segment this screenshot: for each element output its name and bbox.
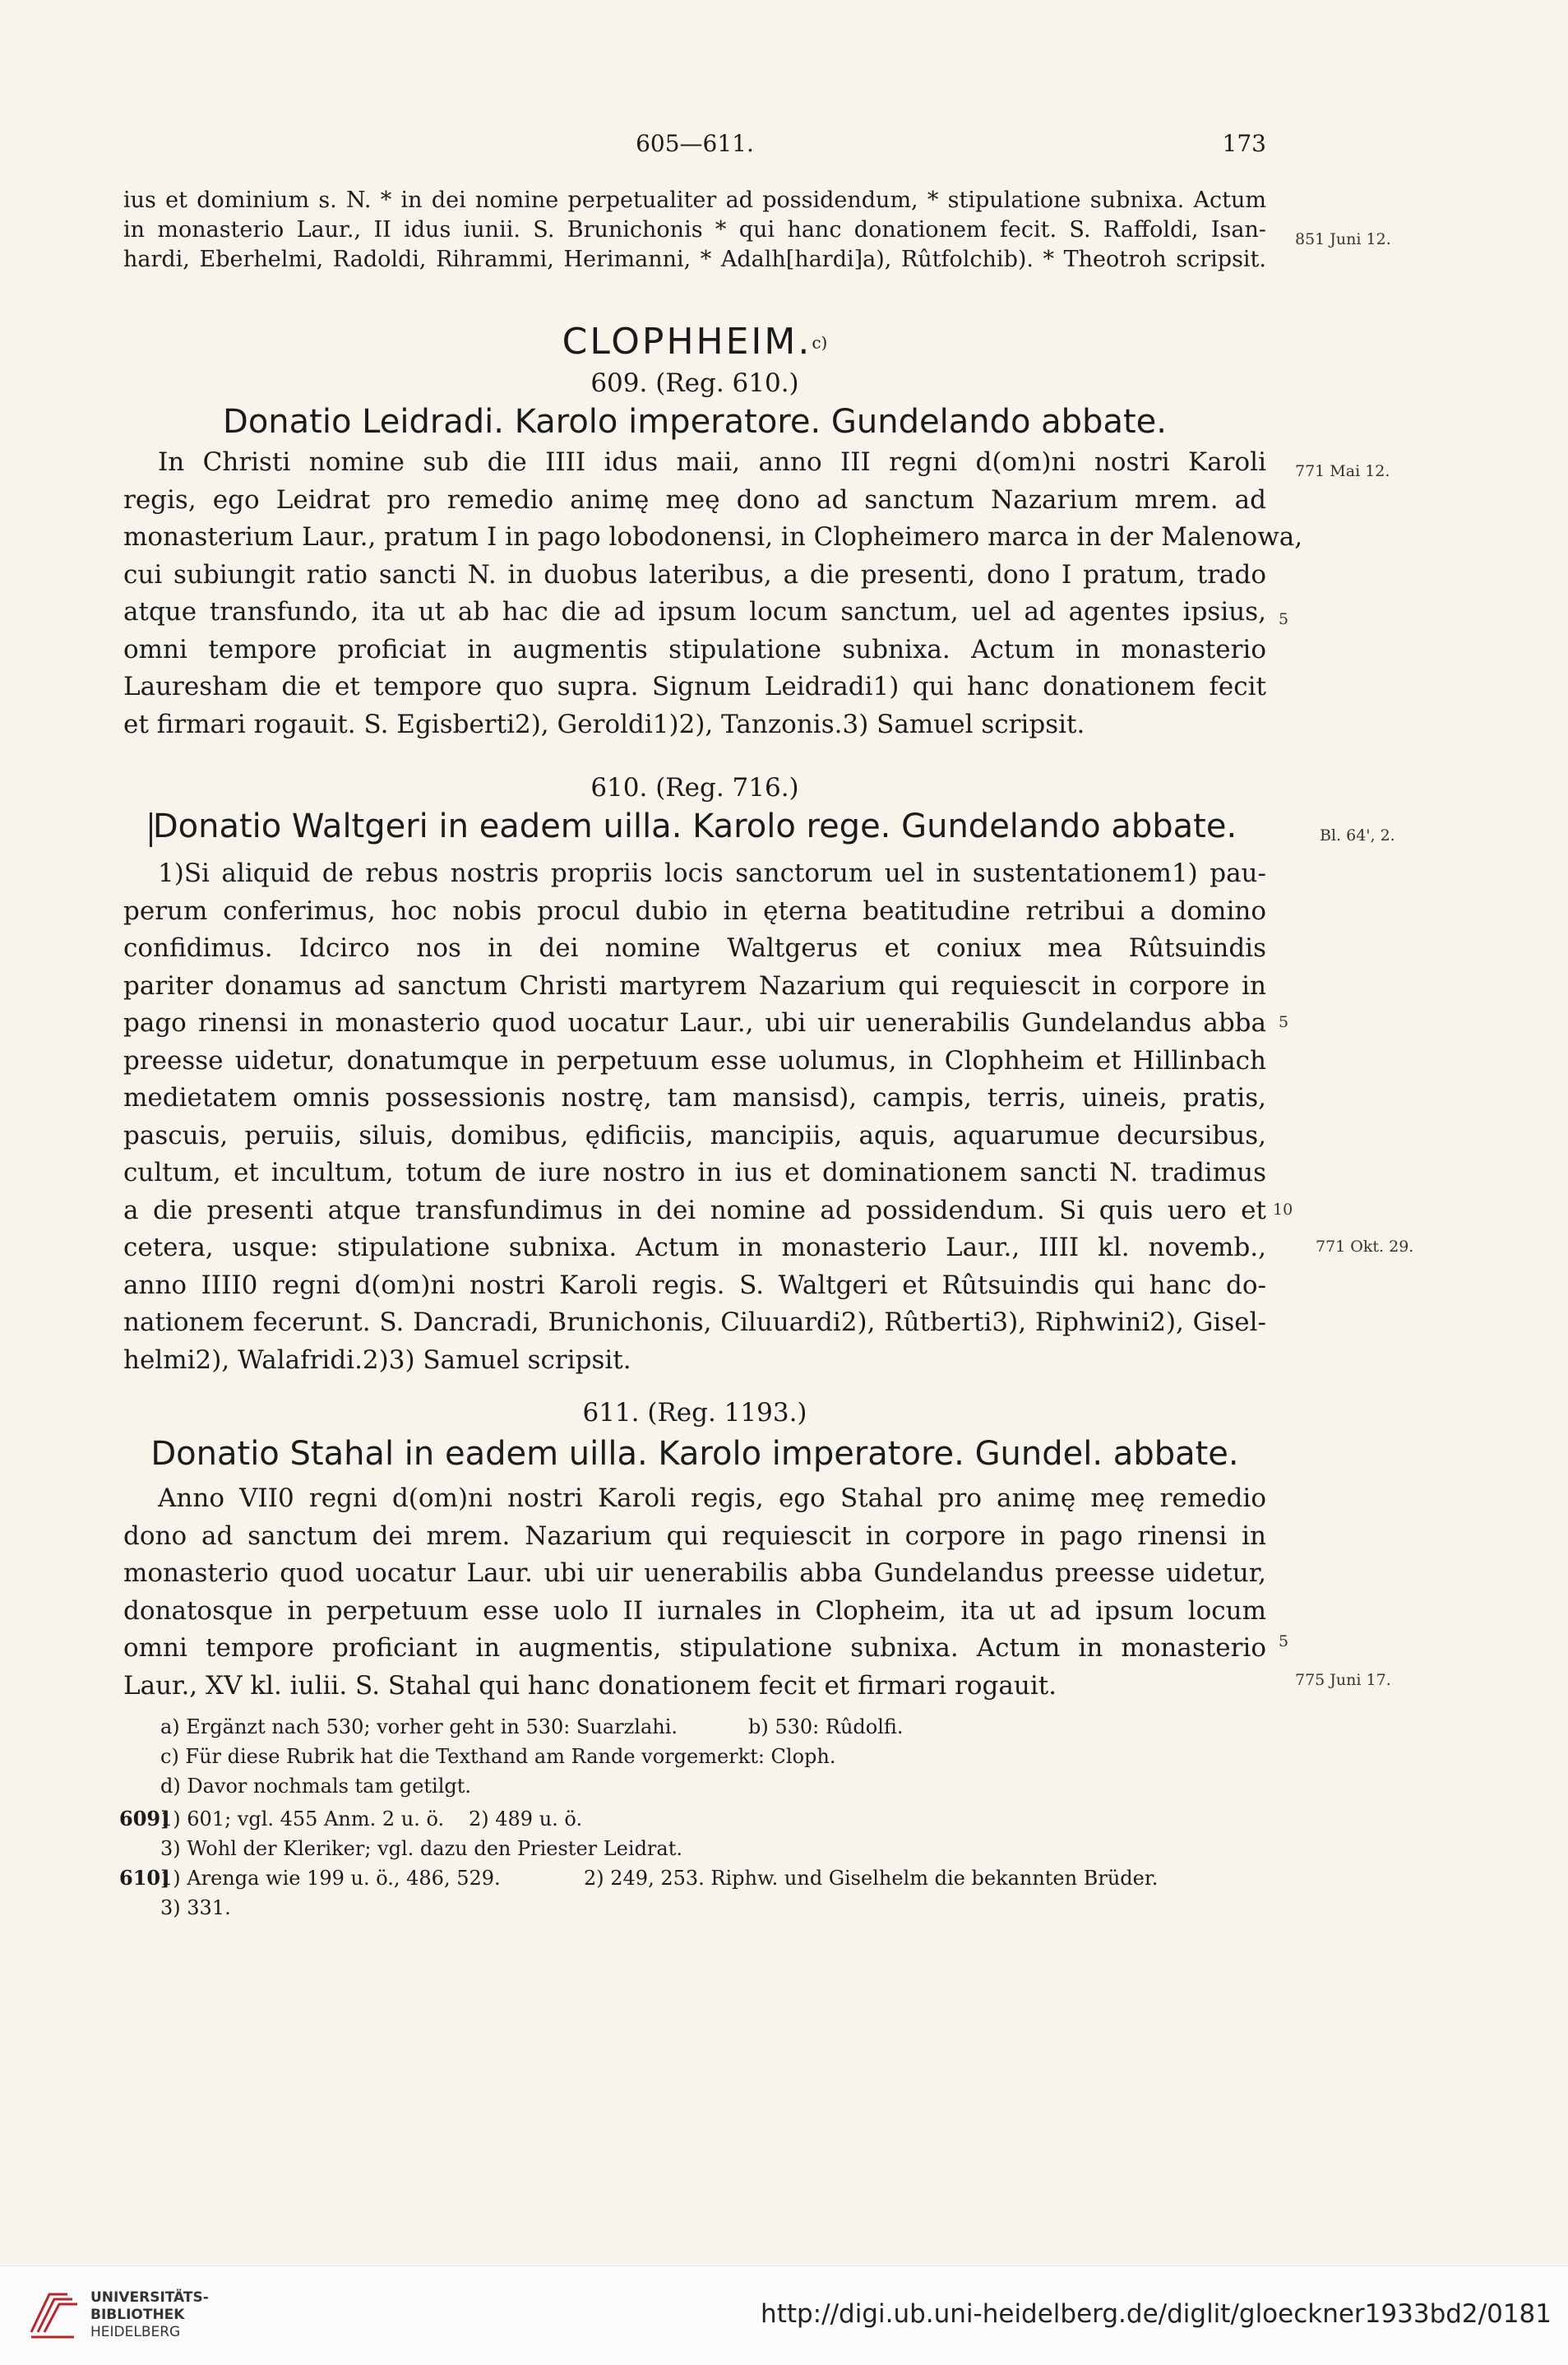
text-line: pascuis, peruiis, siluis, domibus, ędificiis, mancipiis, aquis, aquarumue decursibus, bbox=[123, 1120, 1266, 1150]
footnote-609 bbox=[119, 1804, 1266, 1834]
text-line: omni tempore proficiat in augmentis stipulatione subnixa. Actum in monasterio bbox=[123, 634, 1266, 664]
intro-text bbox=[123, 186, 1266, 275]
doc-610-text bbox=[123, 855, 1266, 1379]
text-line: dono ad sanctum dei mrem. Nazarium qui requiescit in corpore in pago rinensi in bbox=[123, 1520, 1266, 1551]
library-logo-icon bbox=[25, 2284, 82, 2342]
text-line: regis, ego Leidrat pro remedio animę meę dono ad sanctum Nazarium mrem. ad bbox=[123, 484, 1266, 515]
page-number: 173 bbox=[1222, 130, 1266, 157]
margin-date: 775 Juni 17. bbox=[1295, 1671, 1391, 1689]
line-number: 5 bbox=[1279, 1632, 1289, 1650]
intro-line: in monasterio Laur., II idus iunii. S. Brunichonis * qui hanc donationem fecit. S. Raffoldi, Isan- bbox=[123, 217, 1266, 243]
library-line: HEIDELBERG bbox=[90, 2324, 181, 2340]
library-footer bbox=[0, 2265, 1568, 2365]
text-line: perum conferimus, hoc nobis procul dubio in ęterna beatitudine retribui a domino bbox=[123, 896, 1266, 926]
footnote-610-1: 1) Arenga wie 199 u. ö., 486, 529. bbox=[160, 1867, 501, 1890]
text-line: atque transfundo, ita ut ab hac die ad ipsum locum sanctum, uel ad agentes ipsius, bbox=[123, 597, 1266, 627]
text-line: pago rinensi in monasterio quod uocatur Laur., ubi uir uenerabilis Gundelandus abba bbox=[123, 1008, 1266, 1038]
footnote-610-2: 2) 249, 253. Riphw. und Giselhelm die bekannten Brüder. bbox=[584, 1867, 1159, 1890]
footnotes bbox=[119, 1712, 1266, 1923]
text-line: cui subiungit ratio sancti N. in duobus lateribus, a die presenti, dono I pratum, trado bbox=[123, 559, 1266, 590]
text-line: 1)Si aliquid de rebus nostris propriis locis sanctorum uel in sustentationem1) pau- bbox=[158, 859, 1266, 888]
text-line: anno IIII0 regni d(om)ni nostri Karoli regis. S. Waltgeri et Rûtsuindis qui hanc do- bbox=[123, 1270, 1266, 1300]
text-line: cultum, et incultum, totum de iure nostro in ius et dominationem sancti N. tradimus bbox=[123, 1158, 1266, 1187]
doc-611-text bbox=[123, 1480, 1266, 1705]
text-line: omni tempore proficiant in augmentis, stipulatione subnixa. Actum in monasterio bbox=[123, 1633, 1266, 1663]
library-name bbox=[90, 2289, 209, 2341]
intro-line: ius et dominium s. N. * in dei nomine perpetualiter ad possidendum, * stipulatione subnixa. Actum bbox=[123, 187, 1266, 213]
text-line: confidimus. Idcirco nos in dei nomine Waltgerus et coniux mea Rûtsuindis bbox=[123, 933, 1266, 963]
text-line: Laur., XV kl. iulii. S. Stahal qui hanc donationem fecit et firmari rogauit. bbox=[123, 1670, 1057, 1701]
running-header bbox=[123, 130, 1266, 163]
text-line: Lauresham die et tempore quo supra. Signum Leidradi1) qui hanc donationem fecit bbox=[123, 672, 1266, 701]
text-line: medietatem omnis possessionis nostrę, tam mansisd), campis, terris, uineis, pratis, bbox=[123, 1083, 1266, 1113]
library-line: UNIVERSITÄTS- bbox=[90, 2289, 209, 2306]
footnote-key: 610] bbox=[119, 1866, 170, 1890]
text-line: donatosque in perpetuum esse uolo II iurnales in Clopheim, ita ut ad ipsum locum bbox=[123, 1595, 1266, 1626]
footnote-key: 609] bbox=[119, 1807, 170, 1830]
doc-title: Donatio Leidradi. Karolo imperatore. Gundelando abbate. bbox=[223, 403, 1167, 441]
text-line: pariter donamus ad sanctum Christi martyrem Nazarium qui requiescit in corpore in bbox=[123, 970, 1266, 1001]
footnote-609-3: 3) Wohl der Kleriker; vgl. dazu den Priester Leidrat. bbox=[160, 1837, 682, 1860]
line-number: 10 bbox=[1273, 1201, 1293, 1219]
line-number: 5 bbox=[1279, 1013, 1289, 1031]
intro-line: hardi, Eberhelmi, Radoldi, Rihrammi, Herimanni, * Adalh[hardi]a), Rûtfolchib). * Theotroh scripsit. bbox=[123, 247, 1266, 272]
page-range: 605—611. bbox=[636, 130, 754, 157]
text-line: preesse uidetur, donatumque in perpetuum esse uolumus, in Clophheim et Hillinbach bbox=[123, 1045, 1266, 1076]
footnote: c) Für diese Rubrik hat die Texthand am Rande vorgemerkt: Cloph. bbox=[160, 1745, 836, 1768]
text-line: Anno VII0 regni d(om)ni nostri Karoli regis, ego Stahal pro animę meę remedio bbox=[158, 1483, 1266, 1513]
margin-reference: Bl. 64', 2. bbox=[1320, 826, 1395, 845]
footnote: d) Davor nochmals tam getilgt. bbox=[160, 1775, 472, 1798]
text-line: a die presenti atque transfundimus in dei nomine ad possidendum. Si quis uero et bbox=[123, 1195, 1266, 1225]
text-line: cetera, usque: stipulatione subnixa. Actum in monasterio Laur., IIII kl. novemb., bbox=[123, 1233, 1266, 1262]
footnote-610-3: 3) 331. bbox=[160, 1896, 231, 1919]
text-line: helmi2), Walafridi.2)3) Samuel scripsit. bbox=[123, 1344, 631, 1375]
doc-number: 611. (Reg. 1193.) bbox=[582, 1398, 807, 1428]
source-url-link[interactable]: http://digi.ub.uni-heidelberg.de/diglit/gloeckner1933bd2/0181 bbox=[761, 2299, 1552, 2329]
doc-number: 610. (Reg. 716.) bbox=[590, 773, 799, 803]
footnote-609-1: 1) 601; vgl. 455 Anm. 2 u. ö. bbox=[160, 1807, 445, 1830]
doc-title: Donatio Waltgeri in eadem uilla. Karolo rege. Gundelando abbate. bbox=[152, 808, 1237, 845]
text-line: et firmari rogauit. S. Egisberti2), Geroldi1)2), Tanzonis.3) Samuel scripsit. bbox=[123, 709, 1085, 739]
doc-title: Donatio Stahal in eadem uilla. Karolo imperatore. Gundel. abbate. bbox=[150, 1435, 1239, 1473]
margin-date: 851 Juni 12. bbox=[1295, 230, 1391, 248]
library-line: BIBLIOTHEK bbox=[90, 2307, 185, 2323]
footnote-b: b) 530: Rûdolfi. bbox=[748, 1715, 904, 1738]
footnote-609-2: 2) 489 u. ö. bbox=[469, 1807, 583, 1830]
doc-number: 609. (Reg. 610.) bbox=[590, 368, 799, 398]
footnote bbox=[123, 1712, 1266, 1742]
margin-date: 771 Mai 12. bbox=[1295, 462, 1390, 480]
text-line: monasterium Laur., pratum I in pago lobodonensi, in Clopheimero marca in der Malenowa, bbox=[123, 522, 1303, 552]
footnote-a: a) Ergänzt nach 530; vorher geht in 530: Suarzlahi. bbox=[160, 1715, 678, 1738]
footnote-610 bbox=[119, 1863, 1266, 1893]
doc-609-text bbox=[123, 444, 1303, 743]
text-line: monasterio quod uocatur Laur. ubi uir uenerabilis abba Gundelandus preesse uidetur, bbox=[123, 1558, 1266, 1588]
text-line: In Christi nomine sub die IIII idus maii, anno III regni d(om)ni nostri Karoli bbox=[158, 447, 1266, 477]
section-title-mark: c) bbox=[812, 332, 828, 353]
line-number: 5 bbox=[1279, 610, 1289, 628]
section-title: CLOPHHEIM. bbox=[562, 321, 812, 363]
margin-date: 771 Okt. 29. bbox=[1316, 1238, 1414, 1256]
section-heading bbox=[123, 321, 1266, 363]
text-line: nationem fecerunt. S. Dancradi, Brunichonis, Ciluuardi2), Rûtberti3), Riphwini2), Gisel- bbox=[123, 1307, 1266, 1337]
